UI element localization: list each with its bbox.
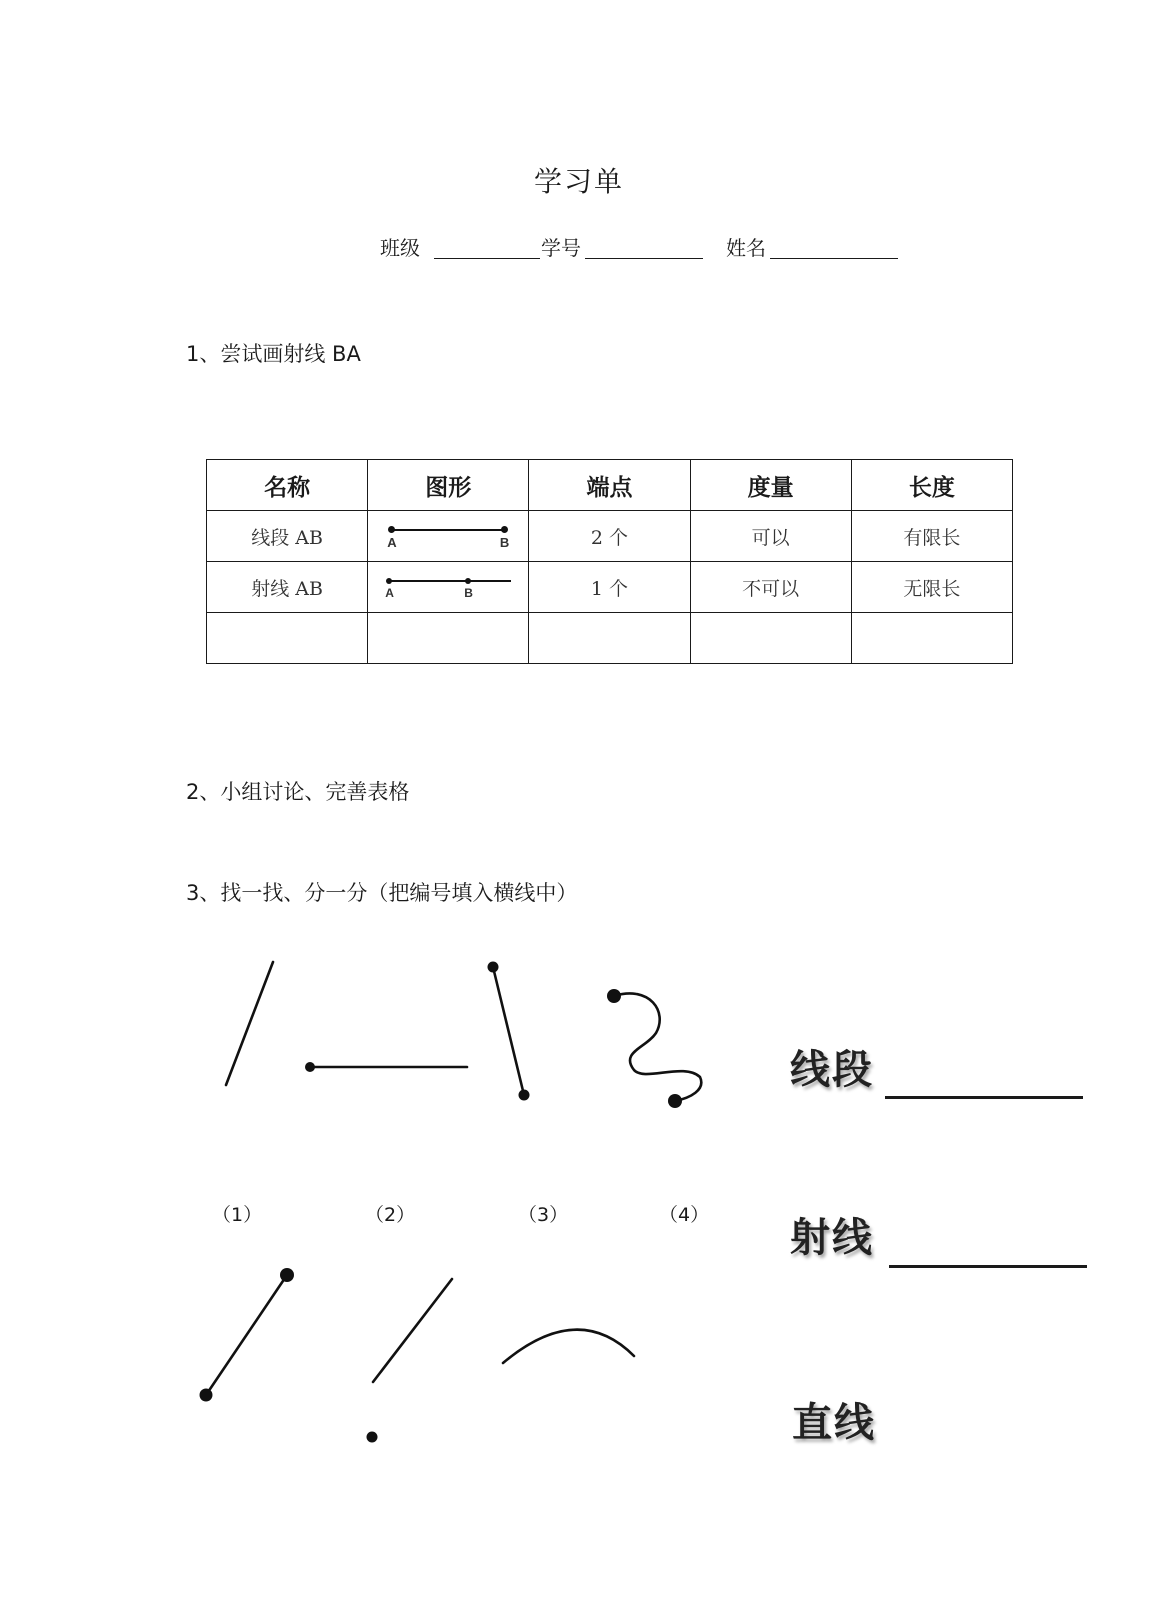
figure-4-endpoint-top (607, 989, 621, 1003)
question-2: 2、小组讨论、完善表格 (186, 780, 410, 804)
header-length: 长度 (851, 460, 1012, 511)
header-figure: 图形 (368, 460, 529, 511)
header-measure: 度量 (690, 460, 851, 511)
figure-1-line (226, 962, 273, 1085)
cell-length: 有限长 (851, 511, 1012, 562)
cell-name: 射线 AB (207, 562, 368, 613)
cell-measure: 可以 (690, 511, 851, 562)
figure-3-endpoint-top (488, 962, 499, 973)
point-a-label: A (385, 586, 394, 600)
category-line-label: 直线 (792, 1399, 876, 1446)
ray-answer-blank[interactable] (889, 1265, 1087, 1268)
cell-endpoints: 1 个 (529, 562, 690, 613)
figure-number-1: （1） (212, 1204, 263, 1226)
figure-4-curve (614, 993, 701, 1101)
category-segment-label: 线段 (790, 1046, 874, 1093)
header-name: 名称 (207, 460, 368, 511)
name-label: 姓名 (726, 236, 766, 260)
header-endpoints: 端点 (529, 460, 690, 511)
point-b-label: B (499, 535, 510, 550)
cell-name: 线段 AB (207, 511, 368, 562)
figure-3-segment (493, 967, 524, 1095)
student-id-label: 学号 (541, 236, 581, 260)
figure-number-4: （4） (659, 1204, 710, 1226)
figure-5-endpoint-bottom (200, 1389, 213, 1402)
figure-6-point (367, 1432, 378, 1443)
category-ray-label: 射线 (790, 1214, 874, 1261)
figure-2-endpoint (305, 1062, 315, 1072)
figure-4-endpoint-bottom (668, 1094, 682, 1108)
figure-5-endpoint-top (280, 1268, 294, 1282)
question-1: 1、尝试画射线 BA (186, 342, 361, 366)
cell-endpoints: 2 个 (529, 511, 690, 562)
point-b-label: B (464, 586, 473, 600)
cell-measure: 不可以 (690, 562, 851, 613)
point-a-label: A (387, 535, 397, 550)
figure-number-3: （3） (518, 1204, 569, 1226)
figure-7-arc (503, 1330, 634, 1363)
segment-answer-blank[interactable] (885, 1096, 1083, 1099)
figure-number-2: （2） (365, 1204, 416, 1226)
page-title: 学习单 (533, 165, 624, 198)
figure-5-segment (206, 1275, 287, 1395)
class-label: 班级 (380, 236, 420, 260)
figure-3-endpoint-bottom (519, 1090, 530, 1101)
figure-6-line (373, 1279, 452, 1382)
question-3: 3、找一找、分一分（把编号填入横线中） (186, 881, 578, 905)
cell-length: 无限长 (851, 562, 1012, 613)
